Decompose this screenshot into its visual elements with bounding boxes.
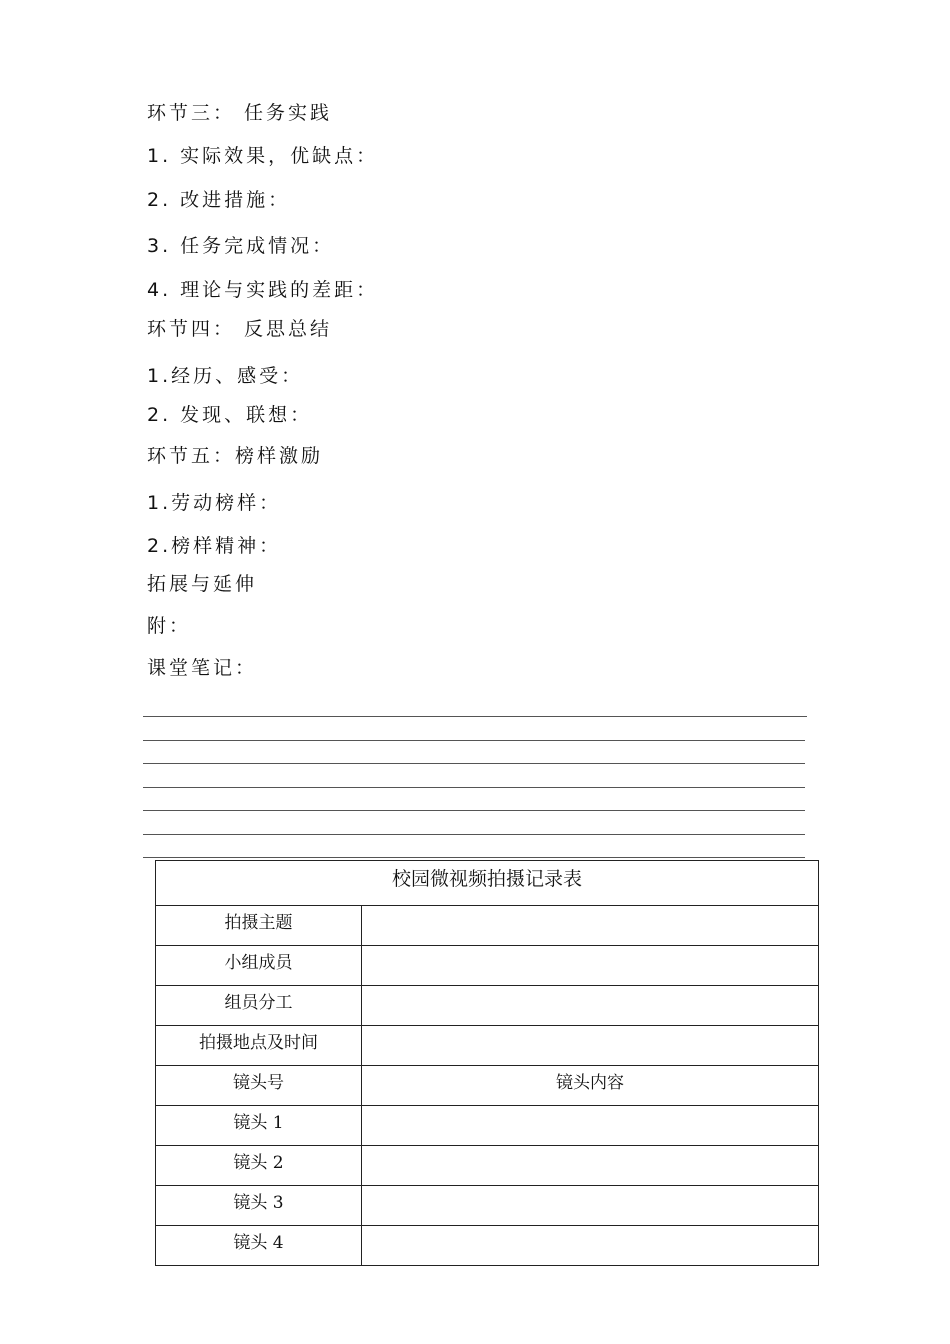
note-line: [143, 716, 807, 717]
table-row: [156, 1146, 819, 1186]
note-line: [143, 810, 805, 811]
item-role-model-spirit: 2.榜样精神：: [147, 535, 282, 557]
item-experience-feelings: 1.经历、感受：: [147, 365, 304, 387]
shot-2-label: 镜头 2: [156, 1146, 362, 1186]
table-row: [156, 1106, 819, 1146]
shot-4-label: 镜头 4: [156, 1226, 362, 1266]
item-actual-effect: 1. 实际效果，优缺点：: [147, 145, 379, 167]
shot-4-content[interactable]: [362, 1226, 819, 1266]
table-row: [156, 946, 819, 986]
item-task-completion: 3. 任务完成情况：: [147, 235, 335, 257]
note-line: [143, 857, 805, 858]
section-extension-heading: 拓展与延伸: [147, 573, 258, 595]
note-line: [143, 787, 805, 788]
group-members-value[interactable]: [362, 946, 819, 986]
member-roles-value[interactable]: [362, 986, 819, 1026]
location-time-label: 拍摄地点及时间: [156, 1026, 362, 1066]
shot-1-content[interactable]: [362, 1106, 819, 1146]
appendix-label: 附：: [147, 615, 192, 637]
class-notes-label: 课堂笔记：: [147, 657, 258, 679]
video-shooting-record-table: [155, 860, 819, 1266]
shot-content-header: 镜头内容: [362, 1066, 819, 1106]
item-theory-practice-gap: 4. 理论与实践的差距：: [147, 279, 379, 301]
section-task-practice-heading: 环节三： 任务实践: [147, 102, 333, 124]
table-header-row: [156, 1066, 819, 1106]
location-time-value[interactable]: [362, 1026, 819, 1066]
note-line: [143, 740, 805, 741]
note-line: [143, 763, 805, 764]
note-line: [143, 834, 805, 835]
member-roles-label: 组员分工: [156, 986, 362, 1026]
item-improvement-measures: 2. 改进措施：: [147, 189, 291, 211]
item-discovery-association: 2. 发现、联想：: [147, 404, 313, 426]
table-row: [156, 906, 819, 946]
section-role-model-heading: 环节五：榜样激励: [147, 445, 324, 467]
table-row: [156, 1226, 819, 1266]
shot-3-label: 镜头 3: [156, 1186, 362, 1226]
shot-2-content[interactable]: [362, 1146, 819, 1186]
group-members-label: 小组成员: [156, 946, 362, 986]
shot-1-label: 镜头 1: [156, 1106, 362, 1146]
table-row: [156, 986, 819, 1026]
record-table-title: 校园微视频拍摄记录表: [156, 861, 819, 906]
section-reflection-heading: 环节四： 反思总结: [147, 318, 333, 340]
table-row: [156, 1026, 819, 1066]
table-row: [156, 1186, 819, 1226]
shooting-theme-label: 拍摄主题: [156, 906, 362, 946]
shooting-theme-value[interactable]: [362, 906, 819, 946]
item-labor-role-model: 1.劳动榜样：: [147, 492, 282, 514]
shot-number-header: 镜头号: [156, 1066, 362, 1106]
shot-3-content[interactable]: [362, 1186, 819, 1226]
